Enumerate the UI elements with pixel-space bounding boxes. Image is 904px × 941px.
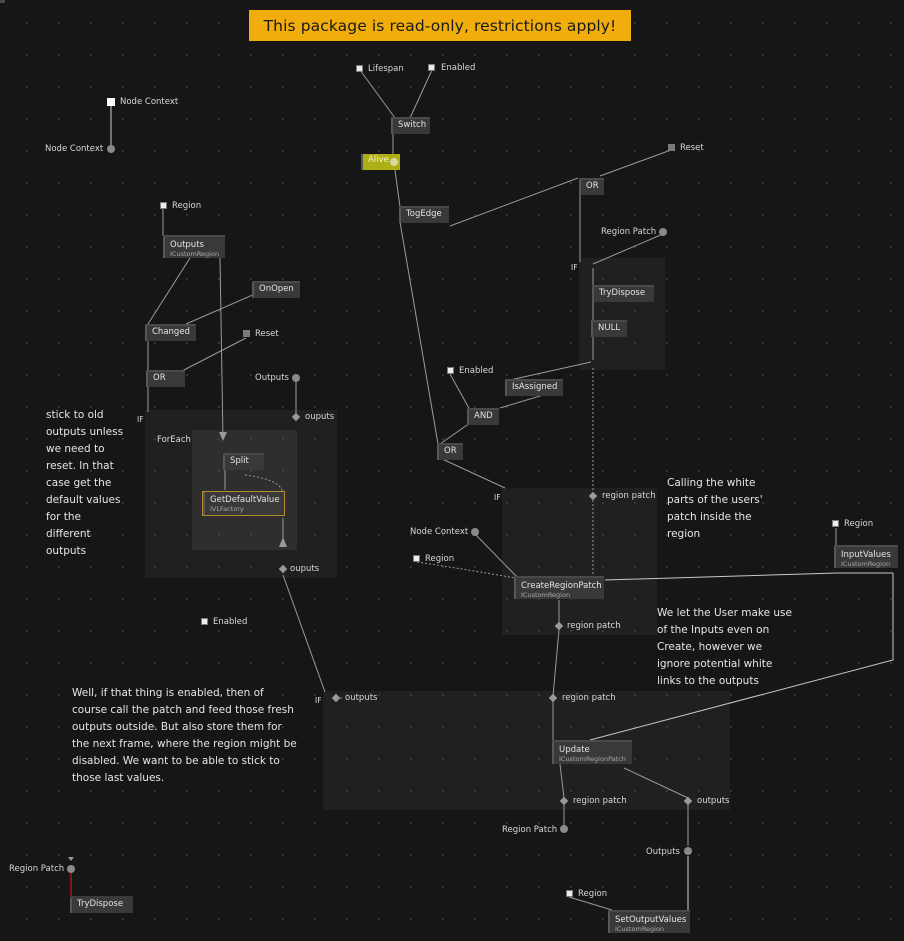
split-arrow (219, 432, 227, 441)
onopen-node[interactable]: OnOpen (252, 281, 300, 298)
region-bottom-pin[interactable] (566, 890, 573, 897)
wire-ouputs-if4 (283, 575, 325, 692)
wire-enabled-switch (410, 70, 432, 118)
split-node[interactable]: Split (223, 453, 264, 470)
outputs-output-pin[interactable] (684, 847, 692, 855)
or-mid-node[interactable]: OR (437, 443, 463, 460)
getdefaultvalue-node-type: IVLFactory (210, 505, 244, 513)
comment-calling-white-parts: Calling the white parts of the users' patch inside the region (667, 477, 763, 540)
node-context-input-label: Node Context (120, 97, 179, 107)
or-top-node[interactable]: OR (579, 178, 604, 195)
lifespan-label: Lifespan (368, 64, 404, 74)
wire-alive-togedge (395, 170, 400, 207)
wire-regionpatch-if (593, 234, 663, 264)
ouputs-top-label: ouputs (305, 412, 335, 422)
enabled-top-label: Enabled (441, 63, 476, 73)
region-patch-top-label: Region Patch (601, 227, 657, 237)
outputs-if-label: outputs (345, 693, 378, 703)
node-context-input-pin[interactable] (107, 98, 115, 106)
null-node[interactable]: NULL (591, 320, 627, 337)
read-only-banner: This package is read-only, restrictions apply! (249, 10, 631, 41)
region-patch-output-label: Region Patch (502, 825, 558, 835)
enabled-low-pin[interactable] (201, 618, 208, 625)
lifespan-pin[interactable] (356, 65, 363, 72)
wire-outputs-split (220, 258, 223, 440)
inputvalues-node-type: ICustomRegion (841, 560, 891, 568)
node-context-mid-pin[interactable] (471, 528, 479, 536)
comment-inputs-on-create: We let the User make use of the Inputs even on Create, however we ignore potential white links to the outputs (657, 607, 792, 687)
enabled-low-label: Enabled (213, 617, 248, 627)
region-patch-top-pin[interactable] (659, 228, 667, 236)
region-patch-3-label: region patch (562, 693, 616, 703)
alive-node[interactable]: Alive (361, 154, 400, 170)
isassigned-node[interactable]: IsAssigned (505, 379, 563, 396)
outputs-left-pin[interactable] (292, 374, 300, 382)
region-mid-pin[interactable] (413, 555, 420, 562)
outputs-output-label: Outputs (646, 847, 680, 857)
ouputs-arrow (279, 537, 287, 547)
comment-stick-to-old-outputs: stick to old outputs unless we need to reset. In that case get the default values for the different outputs (46, 409, 124, 557)
outputs-left-label: Outputs (255, 373, 289, 383)
if-label-outputs-left: IF (137, 415, 144, 424)
setoutputvalues-node-type: ICustomRegion (615, 925, 665, 933)
if-label-reset: IF (571, 263, 578, 272)
region-patch-2-label: region patch (567, 621, 621, 631)
createregionpatch-node[interactable] (514, 576, 604, 599)
alive-output-pin[interactable] (390, 158, 398, 166)
region-input-label: Region (172, 201, 202, 211)
region-patch-output-pin[interactable] (560, 825, 568, 833)
node-context-output-label: Node Context (45, 144, 104, 154)
inputvalues-node-name: InputValues (841, 550, 891, 560)
inputvalues-node[interactable] (834, 545, 898, 568)
wire-update-regionpatch (560, 764, 564, 798)
wire-nodecontext-create (475, 534, 518, 578)
createregionpatch-node-name: CreateRegionPatch (521, 581, 602, 591)
wire-null-isassigned (510, 362, 591, 380)
wire-togedge-ortop (450, 178, 578, 226)
ouputs-bottom-label: ouputs (290, 564, 320, 574)
getdefaultvalue-node[interactable] (202, 491, 285, 516)
wire-region-create (417, 562, 515, 578)
outputs-node-type: ICustomRegion (170, 250, 220, 258)
top-arrow (68, 857, 74, 861)
enabled-mid-label: Enabled (459, 366, 494, 376)
if-label-create: IF (494, 493, 501, 502)
region-patch-1-label: region patch (602, 491, 656, 501)
reset-left-label: Reset (255, 329, 279, 339)
comment-enabled-explanation: Well, if that thing is enabled, then of course call the patch and feed those fresh outputs outside. But also store them for the next frame, where the region might be disabled. We want to be able to stick to those last values. (72, 687, 297, 784)
region-bottom-label: Region (578, 889, 608, 899)
outputs-node[interactable] (163, 235, 225, 258)
and-node[interactable]: AND (467, 408, 499, 425)
region-patch-bottom-left-label: Region Patch (9, 864, 65, 874)
outputs-node-name: Outputs (170, 240, 204, 250)
setoutputvalues-node-name: SetOutputValues (615, 915, 687, 925)
node-context-mid-label: Node Context (410, 527, 469, 537)
createregionpatch-node-type: ICustomRegion (521, 591, 571, 599)
enabled-mid-pin[interactable] (447, 367, 454, 374)
wire-and-or (440, 423, 470, 444)
update-node-type: ICustomRegionPatch (559, 755, 626, 763)
update-node-name: Update (559, 745, 590, 755)
wire-outputs-changed (148, 258, 190, 324)
trydispose-node[interactable]: TryDispose (592, 285, 654, 302)
wire-reset-or (180, 338, 246, 372)
enabled-top-pin[interactable] (428, 64, 435, 71)
region-input-pin[interactable] (160, 202, 167, 209)
togedge-node[interactable]: TogEdge (399, 206, 449, 223)
wire-regionpatch-if4 (553, 630, 559, 696)
wire-or-if (440, 458, 505, 488)
getdefaultvalue-node-name: GetDefaultValue (210, 495, 280, 505)
node-context-output-pin[interactable] (107, 145, 115, 153)
reset-top-label: Reset (680, 143, 704, 153)
update-node[interactable] (552, 740, 632, 764)
wire-enabled-and (450, 374, 470, 410)
wire-reset-ortop (600, 150, 671, 176)
setoutputvalues-node[interactable] (608, 910, 690, 933)
outputs-bottom-label: outputs (697, 796, 730, 806)
region-right-label: Region (844, 519, 874, 529)
region-mid-label: Region (425, 554, 455, 564)
wire-create-inputvalues (605, 573, 893, 580)
reset-left-pin[interactable] (243, 330, 250, 337)
foreach-label: ForEach (157, 435, 191, 445)
region-patch-4-label: region patch (573, 796, 627, 806)
reset-top-pin[interactable] (668, 144, 675, 151)
if-label-update: IF (315, 696, 322, 705)
region-patch-bottom-left-pin[interactable] (67, 865, 75, 873)
or-left-node[interactable]: OR (146, 370, 185, 387)
trydispose-bottom-node[interactable]: TryDispose (70, 896, 133, 913)
changed-node[interactable]: Changed (145, 324, 196, 341)
switch-node[interactable]: Switch (391, 117, 430, 134)
wire-lifespan-switch (360, 70, 395, 118)
wire-update-outputs (624, 768, 688, 798)
wire-togedge-or (400, 222, 438, 444)
region-right-pin[interactable] (832, 520, 839, 527)
